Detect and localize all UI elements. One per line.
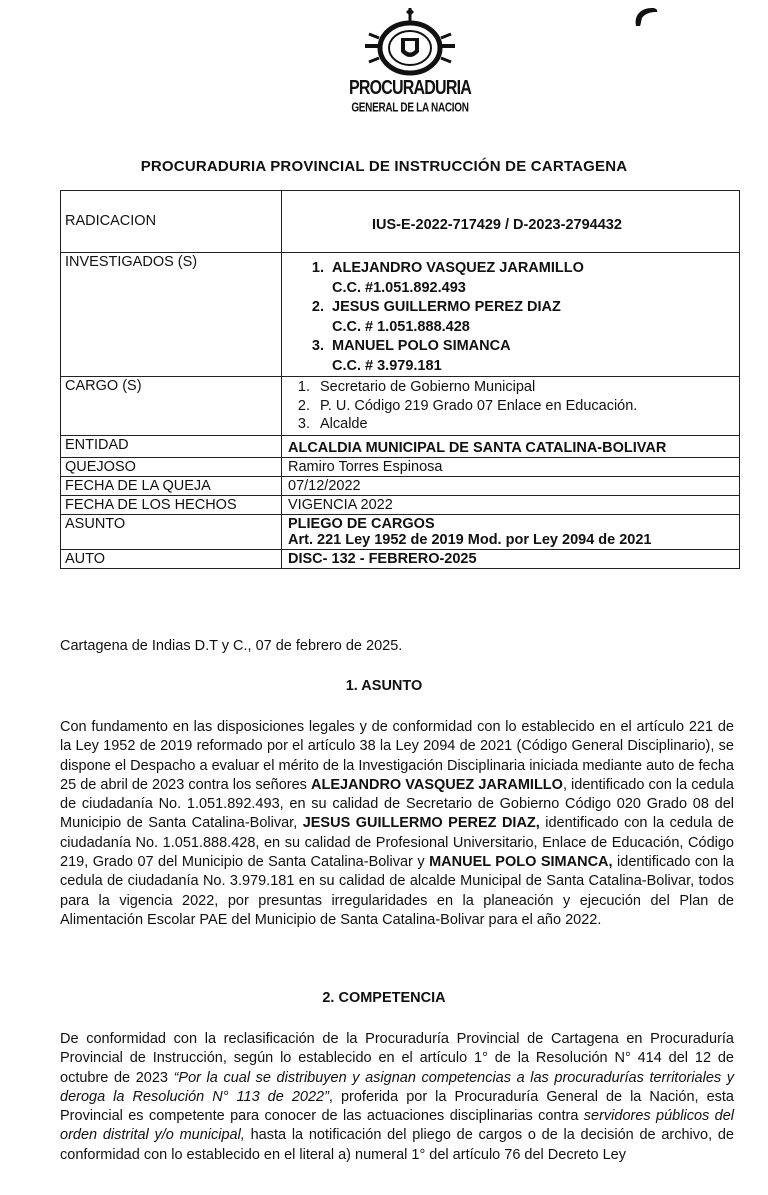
- investigado-cc: C.C. #1.051.892.493: [332, 279, 466, 296]
- investigado-name: ALEJANDRO VASQUEZ JARAMILLO: [332, 260, 584, 276]
- paragraph-text: De conformidad con la reclasificación de la Procuraduría Provincial de Cartagena en Procuraduría Provincial de Instrucción, según lo establecido en el artículo 1° de la Resolución N° 414 del 12 de octubre de 2023: [60, 1031, 734, 1086]
- entidad-value: ALCALDIA MUNICIPAL DE SANTA CATALINA-BOLIVAR: [282, 435, 740, 457]
- ink-mark: [632, 4, 660, 30]
- quejoso-label: QUEJOSO: [61, 457, 282, 476]
- table-row: [61, 549, 740, 568]
- asunto-label: ASUNTO: [61, 514, 282, 549]
- paragraph-text: Con fundamento en las disposiciones legales y de conformidad con lo establecido en el artículo 221 de la Ley 1952 de 2019 reformado por el artículo 38 la Ley 2094 de 2021 (Código General Disciplinario), se dispone el Despacho a evaluar el mérito de la Investigación Disciplinaria iniciada mediante auto de fecha 25 de abril de 2023 contra los señores: [60, 719, 734, 793]
- paragraph-text: hasta la notificación del pliego de cargos o de la decisión de archivo, de conformidad con lo establecido en el literal a) numeral 1° del artículo 76 del Decreto Ley: [60, 1127, 734, 1163]
- table-row: [61, 377, 740, 436]
- asunto-paragraph: [60, 718, 734, 930]
- logo-text-line2: GENERAL DE LA NACION: [351, 101, 469, 116]
- table-row: [61, 457, 740, 476]
- paragraph-text: identificado con la cedula de ciudadanía No. 1.051.888.428, en su calidad de Profesional Universitario, Enlace de Educación, Código 219, Grado 07 del Municipio de Santa Catalina-Bolivar y: [60, 815, 734, 871]
- paragraph-text: , identificado con la cedula de ciudadanía No. 1.051.892.493, en su calidad de Secretario de Gobierno Código 020 Grado 08 del Municipio de Santa Catalina-Bolivar,: [60, 776, 734, 832]
- paragraph-bold-name: JESUS GUILLERMO PEREZ DIAZ,: [302, 815, 540, 832]
- radicacion-value: IUS-E-2022-717429 / D-2023-2794432: [372, 217, 622, 233]
- coat-of-arms-icon: [365, 8, 455, 78]
- case-info-table: [60, 190, 740, 569]
- radicacion-label: RADICACION: [61, 191, 282, 253]
- cargo-label: CARGO (S): [61, 377, 282, 436]
- auto-value: DISC- 132 - FEBRERO-2025: [282, 549, 740, 568]
- table-row: [61, 514, 740, 549]
- fecha-queja-label: FECHA DE LA QUEJA: [61, 476, 282, 495]
- paragraph-text: identificado con la cedula de ciudadanía No. 3.979.181 en su calidad de alcalde Municipal de Santa Catalina-Bolivar, todos para la vigencia 2022, por presuntas irregularidades en la planeación y ejecución del Plan de Alimentación Escolar PAE del Municipio de Santa Catalina-Bolivar para el año 2022.: [60, 854, 734, 928]
- entidad-label: ENTIDAD: [61, 435, 282, 457]
- page-title: PROCURADURIA PROVINCIAL DE INSTRUCCIÓN DE CARTAGENA: [140, 158, 628, 175]
- quejoso-value: Ramiro Torres Espinosa: [282, 457, 740, 476]
- paragraph-italic-text: “Por la cual se distribuyen y asignan competencias a las procuradurías territoriales y deroga la Resolución N° 113 de 2022”: [60, 1069, 735, 1105]
- paragraph-text: , proferida por la Procuraduría General de la Nación, esta Provincial es competente para conocer de las actuaciones disciplinarias contra: [60, 1088, 734, 1125]
- table-row: [61, 435, 740, 457]
- investigado-name: JESUS GUILLERMO PEREZ DIAZ: [332, 299, 561, 315]
- fecha-hechos-value: VIGENCIA 2022: [282, 495, 740, 514]
- cargos-list: [288, 378, 735, 434]
- asunto-line2: Art. 221 Ley 1952 de 2019 Mod. por Ley 2094 de 2021: [288, 531, 652, 548]
- fecha-hechos-label: FECHA DE LOS HECHOS: [61, 495, 282, 514]
- section-title-asunto: 1. ASUNTO: [345, 678, 423, 694]
- list-item: 2. P. U. Código 219 Grado 07 Enlace en Educación.: [314, 397, 735, 416]
- investigados-list: [288, 259, 735, 376]
- list-item: [328, 298, 735, 337]
- list-item: 3. Alcalde: [314, 415, 735, 434]
- paragraph-bold-name: MANUEL POLO SIMANCA,: [429, 854, 613, 871]
- table-row: [61, 253, 740, 377]
- table-row: [61, 495, 740, 514]
- paragraph-italic-text: servidores públicos del orden distrital y/o municipal,: [60, 1108, 734, 1144]
- table-row: [61, 191, 740, 253]
- competencia-paragraph: [60, 1030, 734, 1165]
- city-date: Cartagena de Indias D.T y C., 07 de febrero de 2025.: [60, 638, 403, 654]
- list-item: 1. Secretario de Gobierno Municipal: [314, 378, 735, 397]
- investigado-name: MANUEL POLO SIMANCA: [332, 338, 511, 354]
- list-item: [328, 259, 735, 298]
- paragraph-bold-name: ALEJANDRO VASQUEZ JARAMILLO: [310, 776, 563, 793]
- table-row: [61, 476, 740, 495]
- asunto-line1: PLIEGO DE CARGOS: [288, 515, 435, 532]
- fecha-queja-value: 07/12/2022: [282, 476, 740, 495]
- auto-label: AUTO: [61, 549, 282, 568]
- logo-text-line1: PROCURADURIA: [349, 77, 471, 99]
- procuraduria-logo: [330, 8, 490, 120]
- investigados-label: INVESTIGADOS (S): [61, 253, 282, 377]
- list-item: [328, 337, 735, 376]
- investigado-cc: C.C. # 3.979.181: [332, 357, 442, 374]
- investigado-cc: C.C. # 1.051.888.428: [332, 318, 470, 335]
- section-title-competencia: 2. COMPETENCIA: [322, 990, 446, 1006]
